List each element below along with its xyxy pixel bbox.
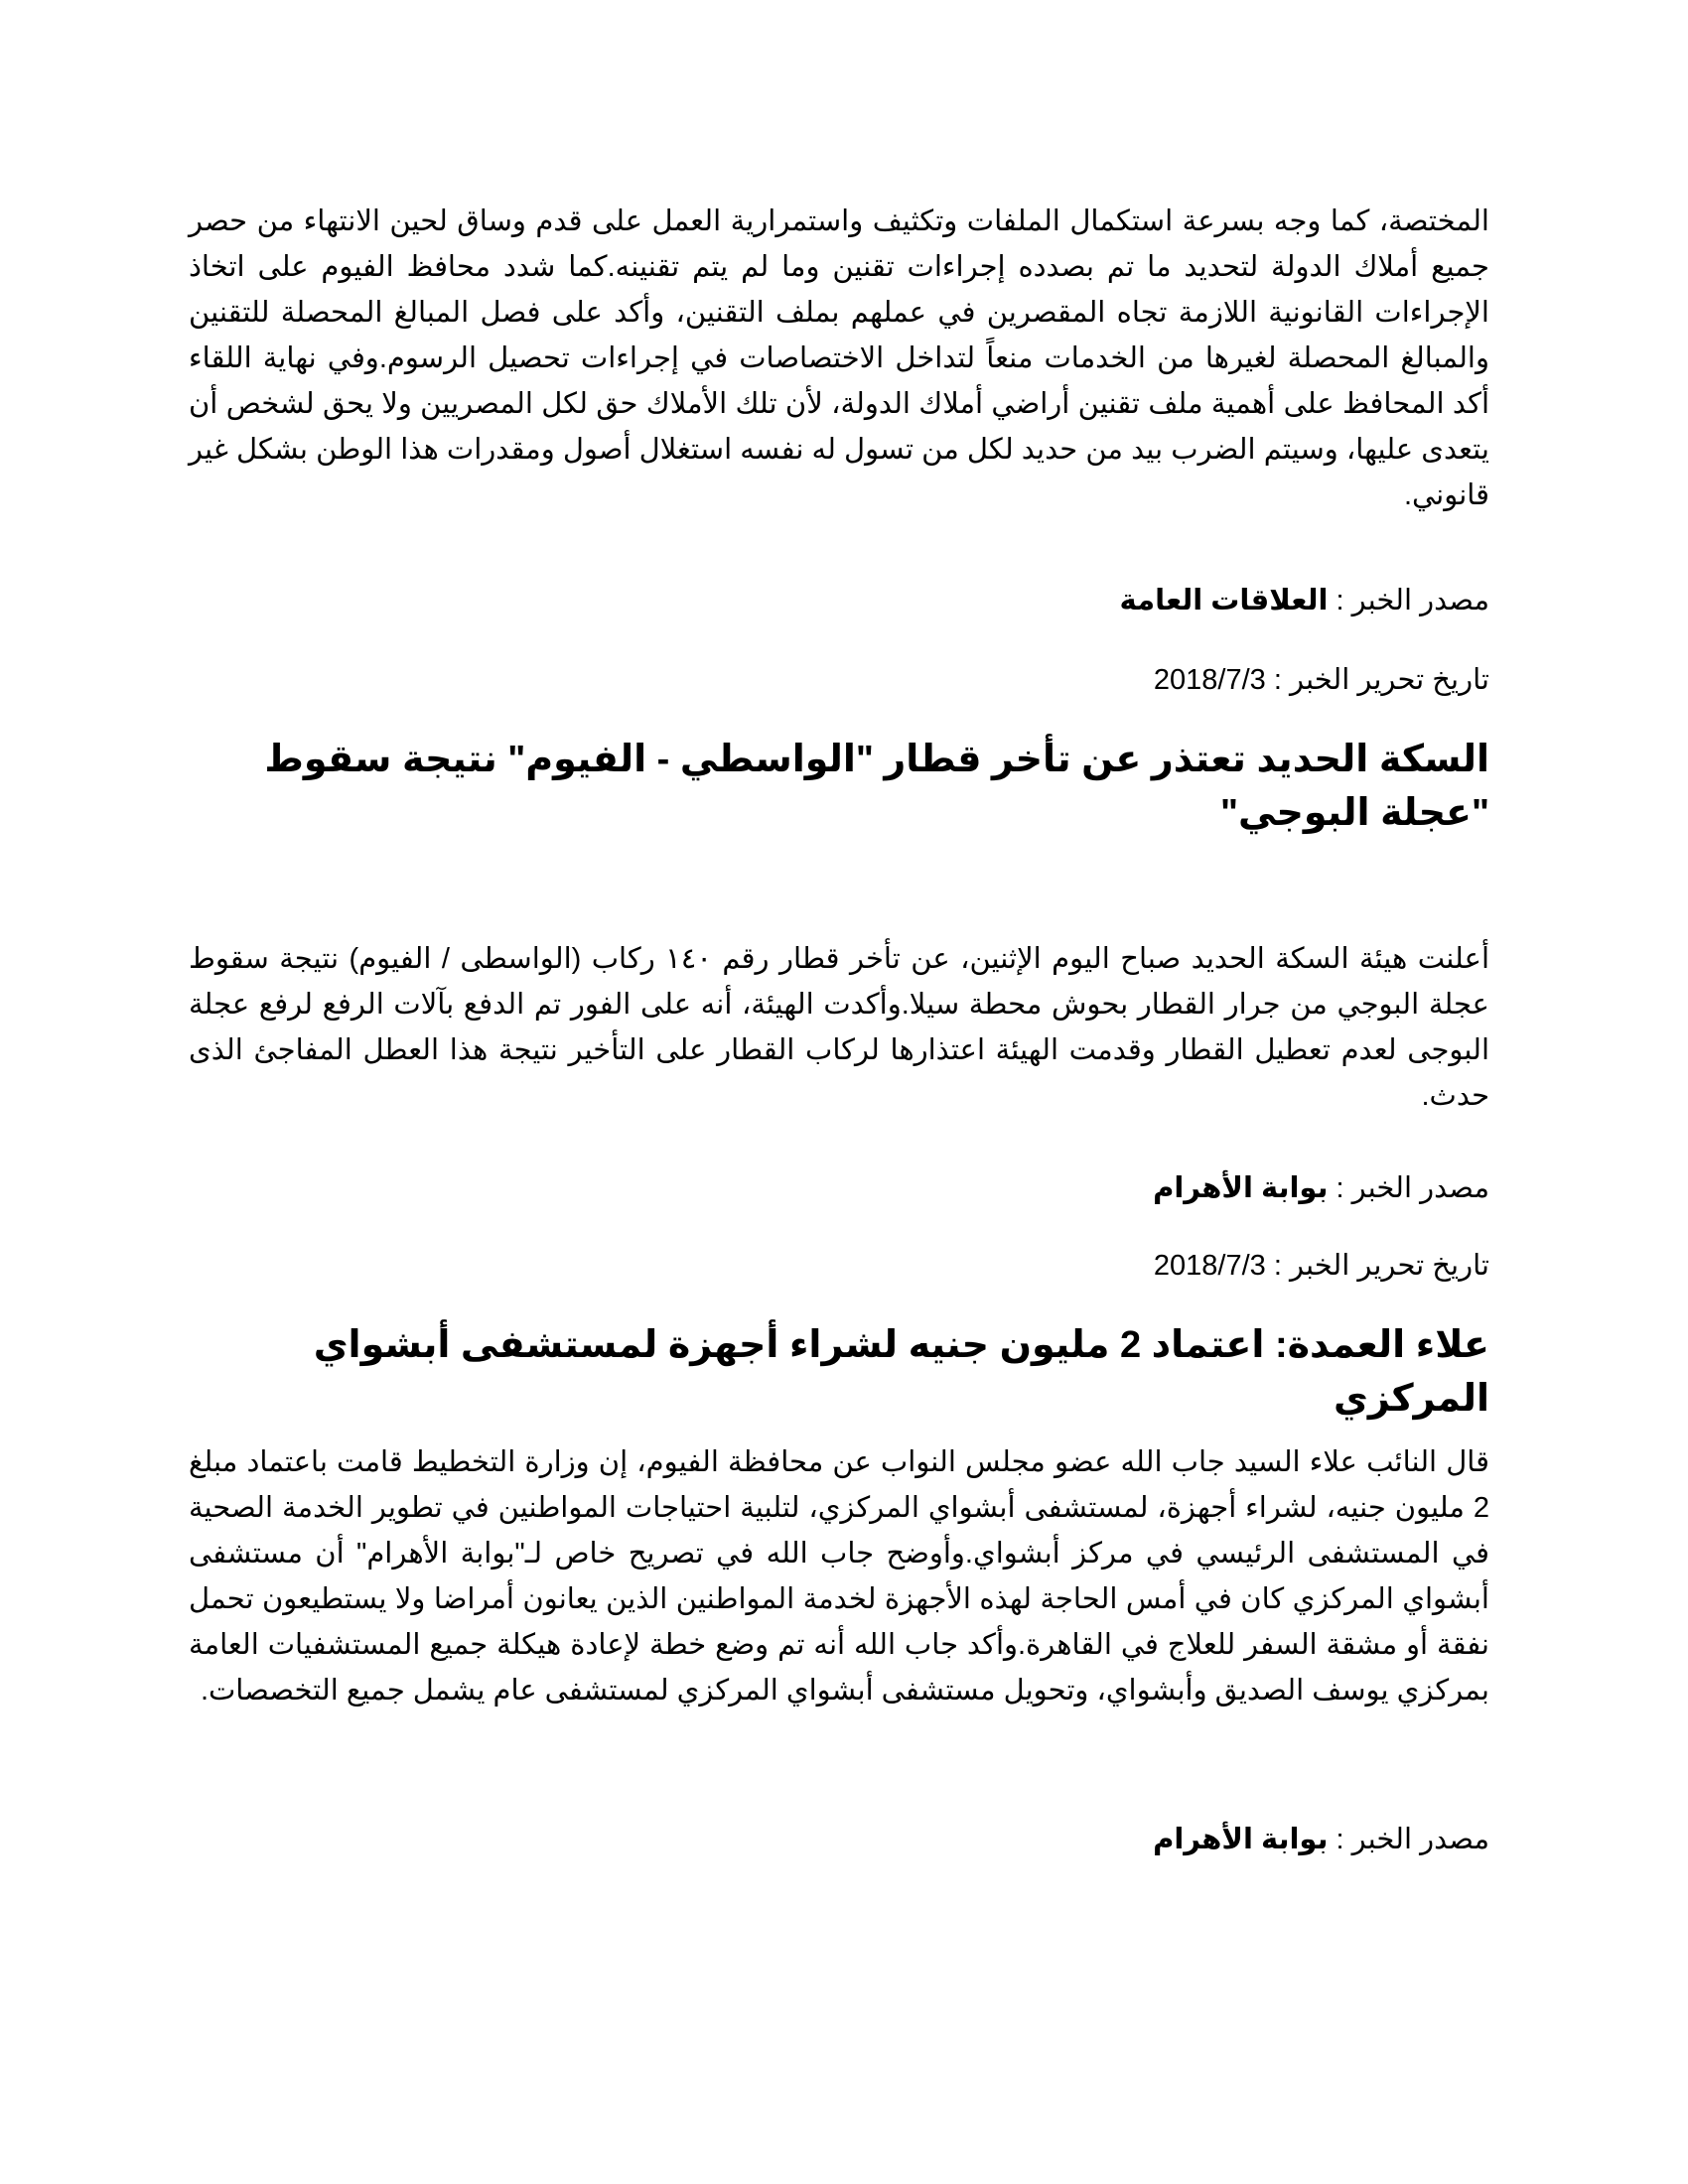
edit-date-value: 2018/7/3: [1153, 1250, 1266, 1282]
news-source-value: بوابة الأهرام: [1153, 1172, 1329, 1204]
article-body: المختصة، كما وجه بسرعة استكمال الملفات وتكثيف واستمرارية العمل على قدم وساق لحين الانتهاء من حصر جميع أملاك الدولة لتحديد ما تم بصدده إجراءات تقنين وما لم يتم تقنينه.كما شدد محافظ الفيوم على اتخاذ الإجراءات القانونية اللازمة تجاه المقصرين في عملهم بملف التقنين، وأكد على فصل المبالغ المحصلة للتقنين والمبالغ المحصلة لغيرها من الخدمات منعاً لتداخل الاختصاصات في إجراءات تحصيل الرسوم.وفي نهاية اللقاء أكد المحافظ على أهمية ملف تقنين أراضي أملاك الدولة، لأن تلك الأملاك حق لكل المصريين ولا يحق لشخص أن يتعدى عليها، وسيتم الضرب بيد من حديد لكل من تسول له نفسه استغلال أصول ومقدرات هذا الوطن بشكل غير قانوني.: [189, 205, 1489, 511]
edit-date-line: [189, 1246, 1489, 1286]
edit-date-label: تاريخ تحرير الخبر :: [1273, 664, 1489, 696]
article-body: قال النائب علاء السيد جاب الله عضو مجلس النواب عن محافظة الفيوم، إن وزارة التخطيط قامت باعتماد مبلغ 2 مليون جنيه، لشراء أجهزة، لمستشفى أبشواي المركزي، لتلبية احتياجات المواطنين في تطوير الخدمة الصحية في المستشفى الرئيسي في مركز أبشواي.وأوضح جاب الله في تصريح خاص لـ"بوابة الأهرام" أن مستشفى أبشواي المركزي كان في أمس الحاجة لهذه الأجهزة لخدمة المواطنين الذين يعانون أمراضا ولا يستطيعون تحمل نفقة أو مشقة السفر للعلاج في القاهرة.وأكد جاب الله أنه تم وضع خطة لإعادة هيكلة جميع المستشفيات العامة بمركزي يوسف الصديق وأبشواي، وتحويل مستشفى أبشواي المركزي لمستشفى عام يشمل جميع التخصصات.: [189, 1446, 1489, 1706]
news-source-label: مصدر الخبر :: [1336, 585, 1489, 616]
article-body: أعلنت هيئة السكة الحديد صباح اليوم الإثنين، عن تأخر قطار رقم ١٤٠ ركاب (الواسطى / الفيوم) نتيجة سقوط عجلة البوجي من جرار القطار بحوش محطة سيلا.وأكدت الهيئة، أنه على الفور تم الدفع بآلات الرفع لرفع عجلة البوجى لعدم تعطيل القطار وقدمت الهيئة اعتذارها لركاب القطار على التأخير نتيجة هذا العطل المفاجئ الذى حدث.: [189, 943, 1490, 1112]
article-headline: السكة الحديد تعتذر عن تأخر قطار "الواسطي - الفيوم" نتيجة سقوط "عجلة البوجي": [264, 739, 1489, 834]
edit-date-value: 2018/7/3: [1153, 664, 1266, 696]
news-source-label: مصدر الخبر :: [1336, 1824, 1489, 1855]
document-page: [189, 0, 1489, 2184]
edit-date-label: تاريخ تحرير الخبر :: [1273, 1250, 1489, 1282]
news-source-value: العلاقات العامة: [1119, 585, 1329, 616]
article-headline: علاء العمدة: اعتماد 2 مليون جنيه لشراء أجهزة لمستشفى أبشواي المركزي: [313, 1324, 1489, 1420]
news-source-line: [189, 1820, 1489, 1859]
edit-date-line: [189, 660, 1489, 700]
news-source-line: [189, 1168, 1489, 1208]
news-source-value: بوابة الأهرام: [1153, 1824, 1329, 1855]
news-source-line: [189, 581, 1489, 620]
news-source-label: مصدر الخبر :: [1336, 1172, 1489, 1204]
